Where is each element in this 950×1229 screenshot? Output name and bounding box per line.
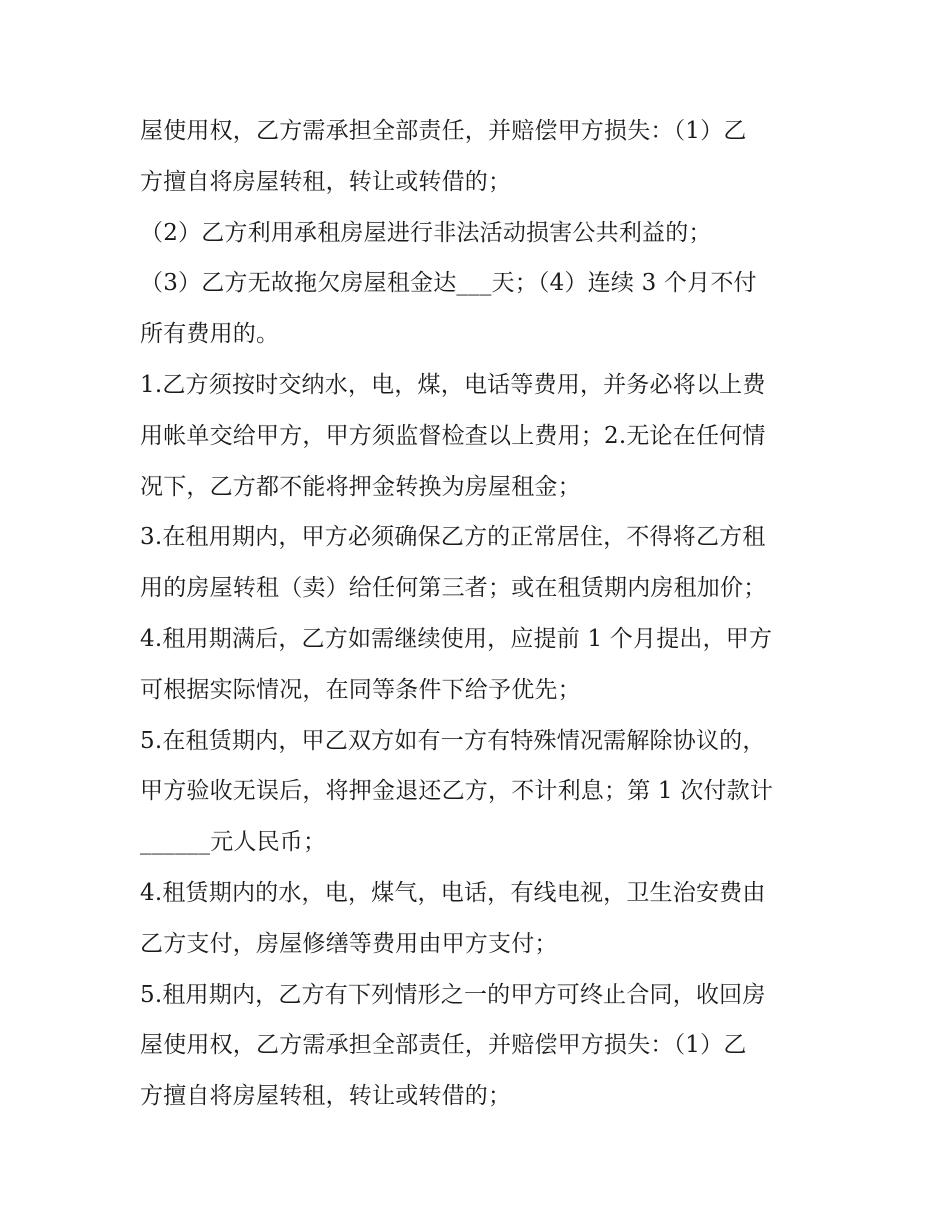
text-line: 况下，乙方都不能将押金转换为房屋租金； (140, 473, 581, 500)
text-line: 4.租赁期内的水，电，煤气，电话，有线电视，卫生治安费由 (140, 879, 766, 906)
text-line: 4.租用期满后，乙方如需继续使用，应提前 1 个月提出，甲方 (140, 625, 773, 652)
text-line: 用帐单交给甲方，甲方须监督检查以上费用；2.无论在任何情 (140, 422, 766, 449)
text-line: 所有费用的。 (140, 321, 280, 348)
text-line: 乙方支付，房屋修缮等费用由甲方支付； (140, 930, 558, 957)
text-line: （3）乙方无故拖欠房屋租金达___天；（4）连续 3 个月不付 (140, 270, 757, 297)
text-line: （2）乙方利用承租房屋进行非法活动损害公共利益的； (140, 219, 712, 246)
text-line: 屋使用权，乙方需承担全部责任，并赔偿甲方损失：（1）乙 (140, 118, 747, 144)
text-line: 1.乙方须按时交纳水，电，煤，电话等费用，并务必将以上费 (140, 371, 766, 398)
text-line: 5.在租赁期内，甲乙双方如有一方有特殊情况需解除协议的， (140, 727, 766, 754)
text-line: 可根据实际情况，在同等条件下给予优先； (140, 676, 581, 703)
contract-text (140, 106, 820, 1122)
text-line: 用的房屋转租（卖）给任何第三者；或在租赁期内房租加价； (140, 575, 767, 602)
text-line: 方擅自将房屋转租，转让或转借的； (140, 168, 512, 195)
text-line: 屋使用权，乙方需承担全部责任，并赔偿甲方损失：（1）乙 (140, 1032, 747, 1059)
text-line: 甲方验收无误后，将押金退还乙方，不计利息；第 1 次付款计 (140, 778, 774, 805)
text-line: 方擅自将房屋转租，转让或转借的； (140, 1083, 512, 1110)
text-line: 5.租用期内，乙方有下列情形之一的甲方可终止合同，收回房 (140, 981, 766, 1008)
text-line: ______元人民币； (140, 829, 327, 856)
text-line: 3.在租用期内，甲方必须确保乙方的正常居住，不得将乙方租 (140, 524, 766, 551)
